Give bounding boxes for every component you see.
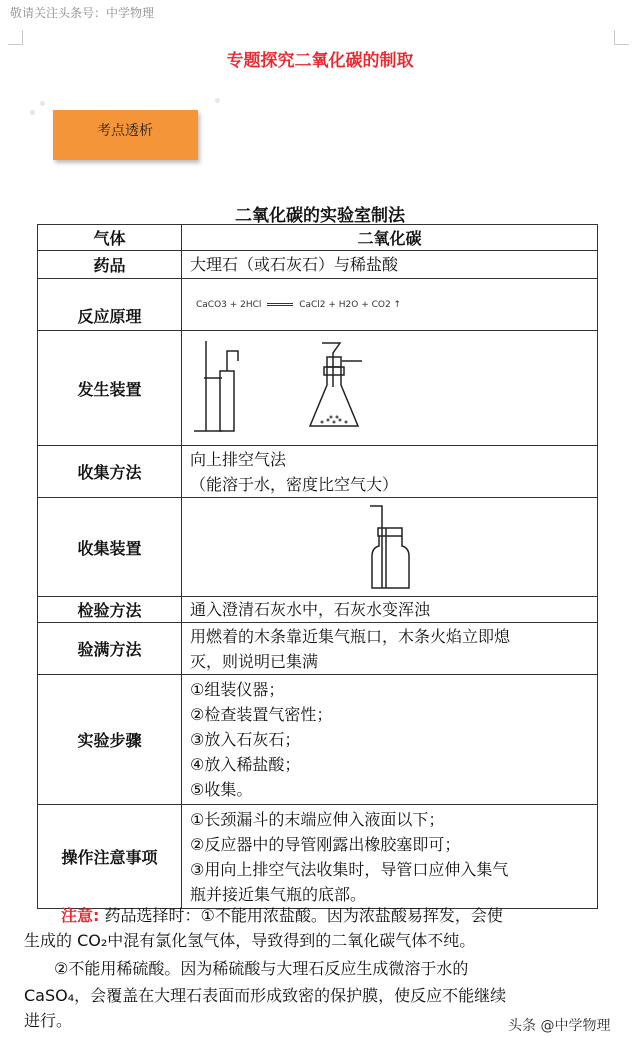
step-item: ④放入稀盐酸；: [190, 755, 301, 774]
caution-item: 瓶并接近集气瓶的底部。: [190, 884, 367, 904]
note-line5: 进行。: [24, 1011, 73, 1030]
caution-item: ①长颈漏斗的末端应伸入液面以下；: [190, 809, 445, 829]
conical-flask-drawing: [310, 343, 362, 426]
table-row: [38, 225, 598, 251]
cautions-cell: [182, 805, 598, 909]
cautions-label: 操作注意事项: [38, 805, 182, 909]
note-line1: 药品选择时：①不能用浓盐酸。因为浓盐酸易挥发，会使: [104, 906, 503, 925]
section-badge-label: 考点透析: [97, 123, 153, 139]
collect-method-label: 收集方法: [38, 446, 182, 498]
note-paragraph-1: [24, 903, 620, 928]
collect-method-line2: （能溶于水，密度比空气大）: [190, 474, 399, 494]
table-row: [38, 279, 598, 331]
method-table: [37, 224, 598, 909]
gas-bottle-diagram: [182, 498, 592, 592]
table-row: [38, 597, 598, 623]
note-line4: CaSO₄，会覆盖在大理石表面而形成致密的保护膜，使反应不能继续: [24, 986, 507, 1005]
note-line2: 生成的 CO₂中混有氯化氢气体，导致得到的二氧化碳气体不纯。: [24, 931, 476, 950]
collect-apparatus-cell: [182, 498, 598, 597]
decor-dot: [30, 110, 35, 115]
page-title: 专题探究二氧化碳的制取: [226, 51, 414, 71]
full-line1: 用燃着的木条靠近集气瓶口，木条火焰立即熄: [190, 626, 511, 646]
page-corner-mark-right: [614, 30, 629, 45]
table-title: 二氧化碳的实验室制法: [235, 206, 405, 226]
apparatus-label: 发生装置: [38, 331, 182, 446]
full-label: 验满方法: [38, 623, 182, 675]
generation-apparatus-diagram: [182, 331, 592, 441]
step-item: ③放入石灰石；: [190, 730, 301, 749]
table-row: [38, 805, 598, 909]
head-gas-value: 二氧化碳: [182, 225, 598, 251]
step-item: ①组装仪器；: [190, 680, 285, 699]
collect-method-cell: [182, 446, 598, 498]
equation-left: CaCO3 + 2HCl: [196, 299, 262, 310]
steps-cell: [182, 675, 598, 805]
flask-granules: [321, 416, 348, 424]
full-cell: [182, 623, 598, 675]
section-badge: [53, 110, 198, 160]
decor-dot: [215, 98, 220, 103]
page-corner-mark-left: [8, 30, 23, 45]
flask-on-stand-drawing: [194, 341, 238, 431]
table-row: [38, 623, 598, 675]
table-row: [38, 331, 598, 446]
steps-label: 实验步骤: [38, 675, 182, 805]
reaction-equation: [182, 300, 597, 310]
test-value: 通入澄清石灰水中，石灰水变浑浊: [182, 597, 598, 623]
test-label: 检验方法: [38, 597, 182, 623]
step-item: ⑤收集。: [190, 780, 253, 799]
table-row: [38, 498, 598, 597]
collect-apparatus-label: 收集装置: [38, 498, 182, 597]
step-item: ②检查装置气密性；: [190, 705, 333, 724]
decor-dot: [40, 101, 45, 106]
reaction-label: 反应原理: [38, 279, 182, 331]
full-line2: 灭，则说明已集满: [190, 651, 319, 671]
table-row: [38, 251, 598, 279]
apparatus-cell: [182, 331, 598, 446]
header-text: 敬请关注头条号：中学物理: [10, 6, 155, 20]
drug-value: 大理石（或石灰石）与稀盐酸: [182, 251, 598, 279]
collect-method-line1: 向上排空气法: [190, 449, 287, 469]
equation-equals-sign: [267, 303, 293, 306]
note-line3: ②不能用稀硫酸。因为稀硫酸与大理石反应生成微溶于水的: [54, 959, 469, 978]
caution-item: ②反应器中的导管刚露出橡胶塞即可；: [190, 834, 461, 854]
reaction-cell: [182, 279, 598, 331]
caution-item: ③用向上排空气法收集时，导管口应伸入集气: [190, 859, 509, 879]
head-gas-label: 气体: [38, 225, 182, 251]
equation-right: CaCl2 + H2O + CO2 ↑: [299, 299, 402, 310]
note-label: 注意:: [61, 906, 100, 925]
table-row: [38, 675, 598, 805]
watermark: 头条 @中学物理: [508, 1018, 611, 1034]
drug-label: 药品: [38, 251, 182, 279]
table-row: [38, 446, 598, 498]
